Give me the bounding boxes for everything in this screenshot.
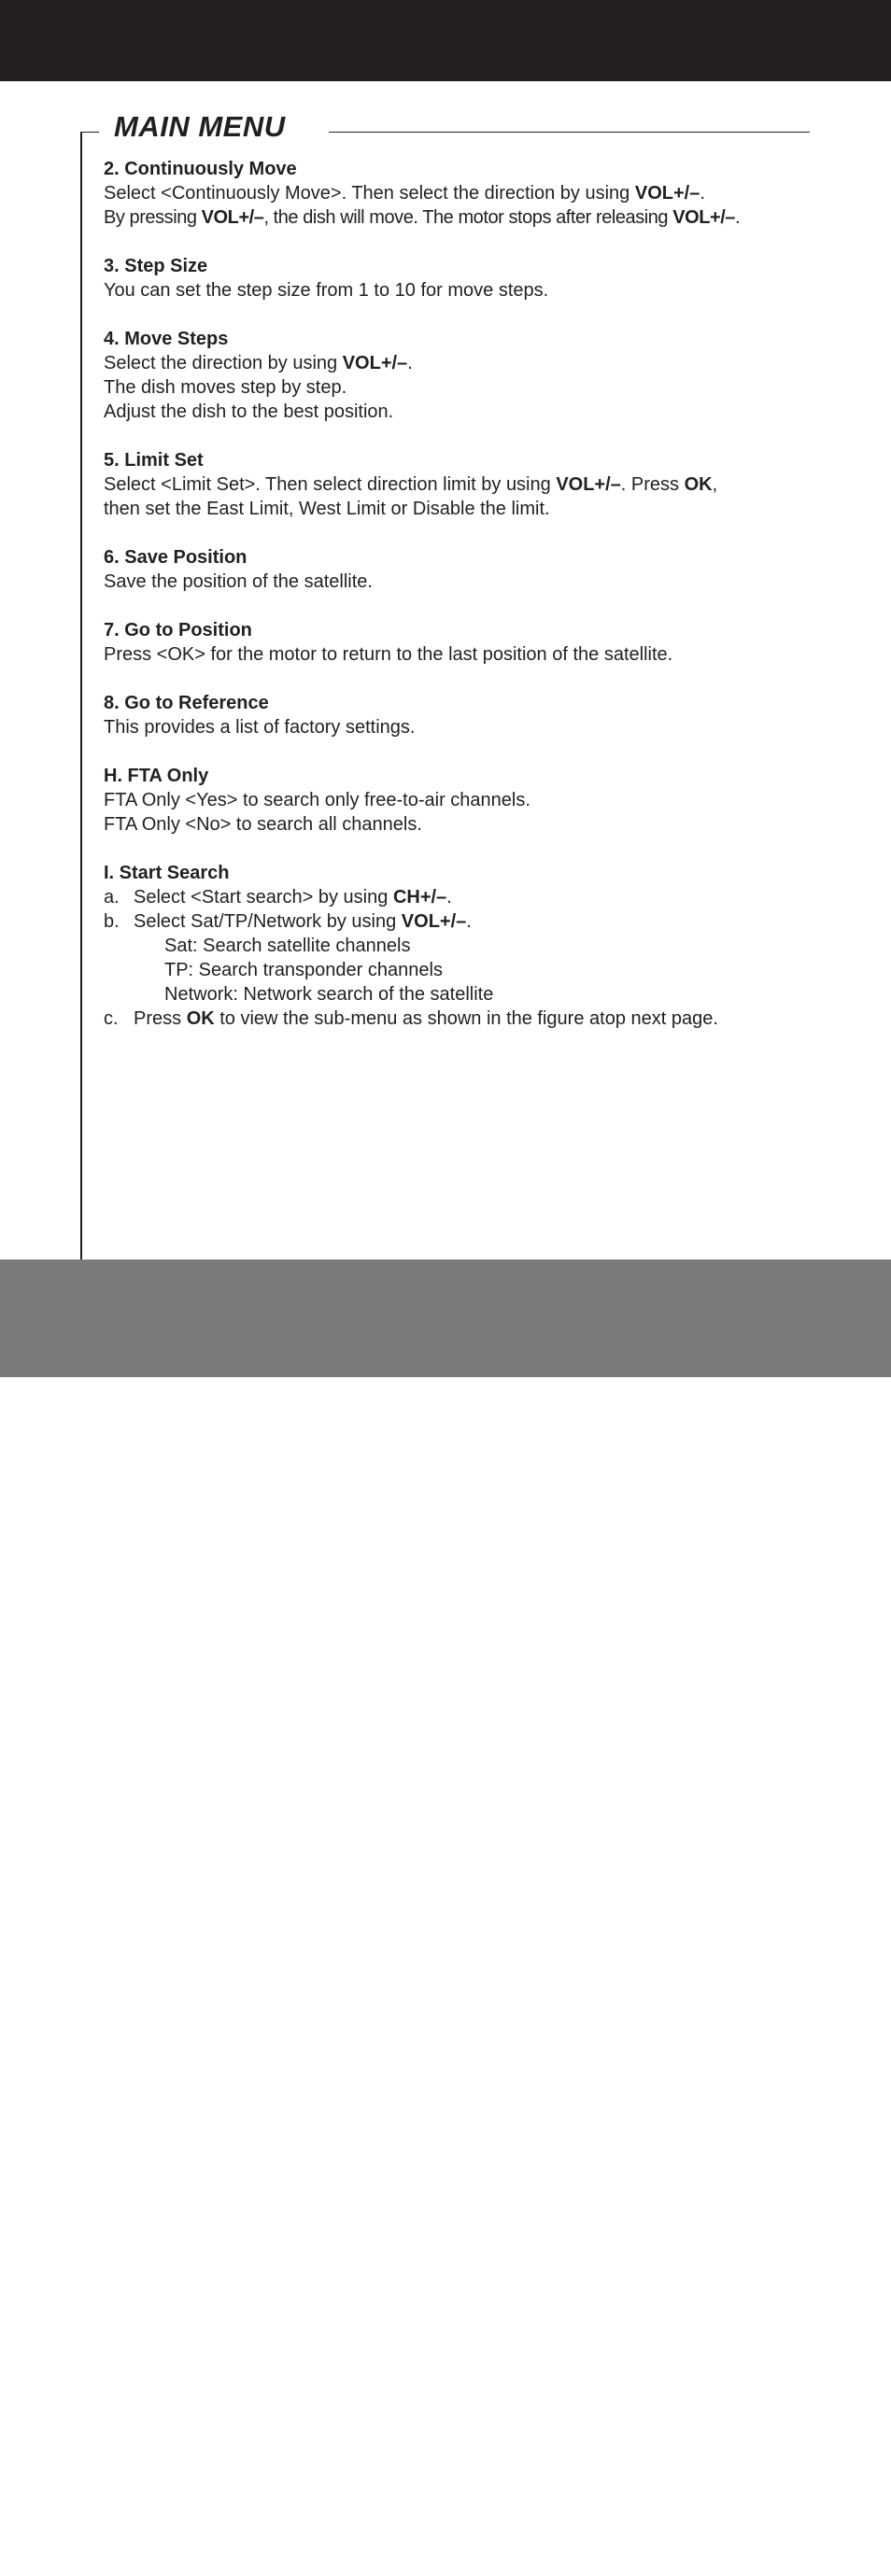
title-rule (329, 132, 810, 133)
section-go-to-position (104, 618, 823, 667)
text: Press (134, 1008, 187, 1029)
footer-band (0, 1260, 891, 2574)
text: Select <Start search> by using (134, 887, 393, 908)
paragraph: then set the East Limit, West Limit or Disable the limit. (104, 499, 550, 519)
list-text (134, 885, 452, 909)
section-heading: 3. Step Size (104, 256, 208, 276)
section-heading: 7. Go to Position (104, 620, 252, 640)
paragraph: Press <OK> for the motor to return to the last position of the satellite. (104, 644, 673, 665)
key-label: VOL+/– (201, 207, 264, 228)
section-heading: 2. Continuously Move (104, 159, 297, 179)
list-item (104, 1006, 823, 1031)
text: . Press (620, 474, 685, 495)
section-go-to-reference (104, 691, 823, 739)
text: Select <Limit Set>. Then select direction limit by using (104, 474, 557, 495)
sub-item: Sat: Search satellite channels (164, 936, 411, 956)
text: , (712, 474, 718, 495)
list-marker: b. (104, 911, 120, 932)
text: Select Sat/TP/Network by using (134, 911, 402, 932)
list-text (134, 1006, 718, 1031)
paragraph: Adjust the dish to the best position. (104, 401, 394, 422)
list-item (104, 885, 823, 909)
text: , the dish will move. The motor stops after releasing (263, 207, 673, 228)
text: . (734, 207, 741, 228)
key-label: VOL+/– (672, 207, 735, 228)
list-marker: c. (104, 1008, 119, 1029)
frame-left-rule (80, 132, 82, 1260)
section-continuously-move (104, 157, 823, 230)
paragraph: The dish moves step by step. (104, 377, 347, 398)
section-heading: 4. Move Steps (104, 329, 229, 349)
section-number: 4.3 (183, 2554, 205, 2569)
paragraph (104, 472, 823, 497)
section-save-position (104, 545, 823, 594)
key-label: VOL+/– (634, 183, 700, 204)
paragraph: You can set the step size from 1 to 10 for move steps. (104, 280, 549, 301)
key-label: VOL+/– (342, 353, 408, 373)
page-number: 26 (107, 2544, 138, 2574)
section-title: Installation Settings (207, 2554, 350, 2569)
paragraph: This provides a list of factory settings. (104, 717, 416, 738)
section-fta-only (104, 764, 823, 837)
text: By pressing (104, 207, 202, 228)
footer-section-label (183, 2553, 350, 2571)
section-limit-set (104, 448, 823, 521)
section-heading: 6. Save Position (104, 547, 248, 568)
section-heading: H. FTA Only (104, 766, 209, 786)
section-heading: 5. Limit Set (104, 450, 204, 471)
key-label: VOL+/– (556, 474, 621, 495)
paragraph (104, 205, 823, 230)
section-move-steps (104, 327, 823, 424)
section-start-search (104, 861, 823, 1031)
list-marker: a. (104, 887, 120, 908)
section-heading: 8. Go to Reference (104, 693, 269, 713)
text: . (407, 353, 413, 373)
key-label: CH+/– (392, 887, 447, 908)
key-label: OK (684, 474, 713, 495)
sub-item: Network: Network search of the satellite (164, 984, 494, 1005)
page-title: MAIN MENU (114, 110, 286, 143)
key-label: VOL+/– (401, 911, 467, 932)
content (104, 157, 823, 1055)
section-heading: I. Start Search (104, 863, 230, 883)
text: . (446, 887, 452, 908)
top-band (0, 0, 891, 81)
text: Select <Continuously Move>. Then select the direction by using (104, 183, 635, 204)
key-label: OK (186, 1008, 215, 1029)
section-step-size (104, 254, 823, 303)
text: to view the sub-menu as shown in the figure atop next page. (214, 1008, 718, 1029)
list-text (134, 909, 472, 934)
paragraph (104, 351, 823, 375)
frame-top-tick (80, 132, 99, 133)
text: . (466, 911, 472, 932)
page-marker-square (81, 2552, 99, 2569)
sub-item: TP: Search transponder channels (164, 960, 443, 980)
paragraph (104, 181, 823, 205)
list-item (104, 909, 823, 934)
text: Select the direction by using (104, 353, 343, 373)
paragraph: Save the position of the satellite. (104, 571, 373, 592)
paragraph: FTA Only <No> to search all channels. (104, 814, 422, 835)
text: . (700, 183, 705, 204)
paragraph: FTA Only <Yes> to search only free-to-air channels. (104, 790, 530, 810)
